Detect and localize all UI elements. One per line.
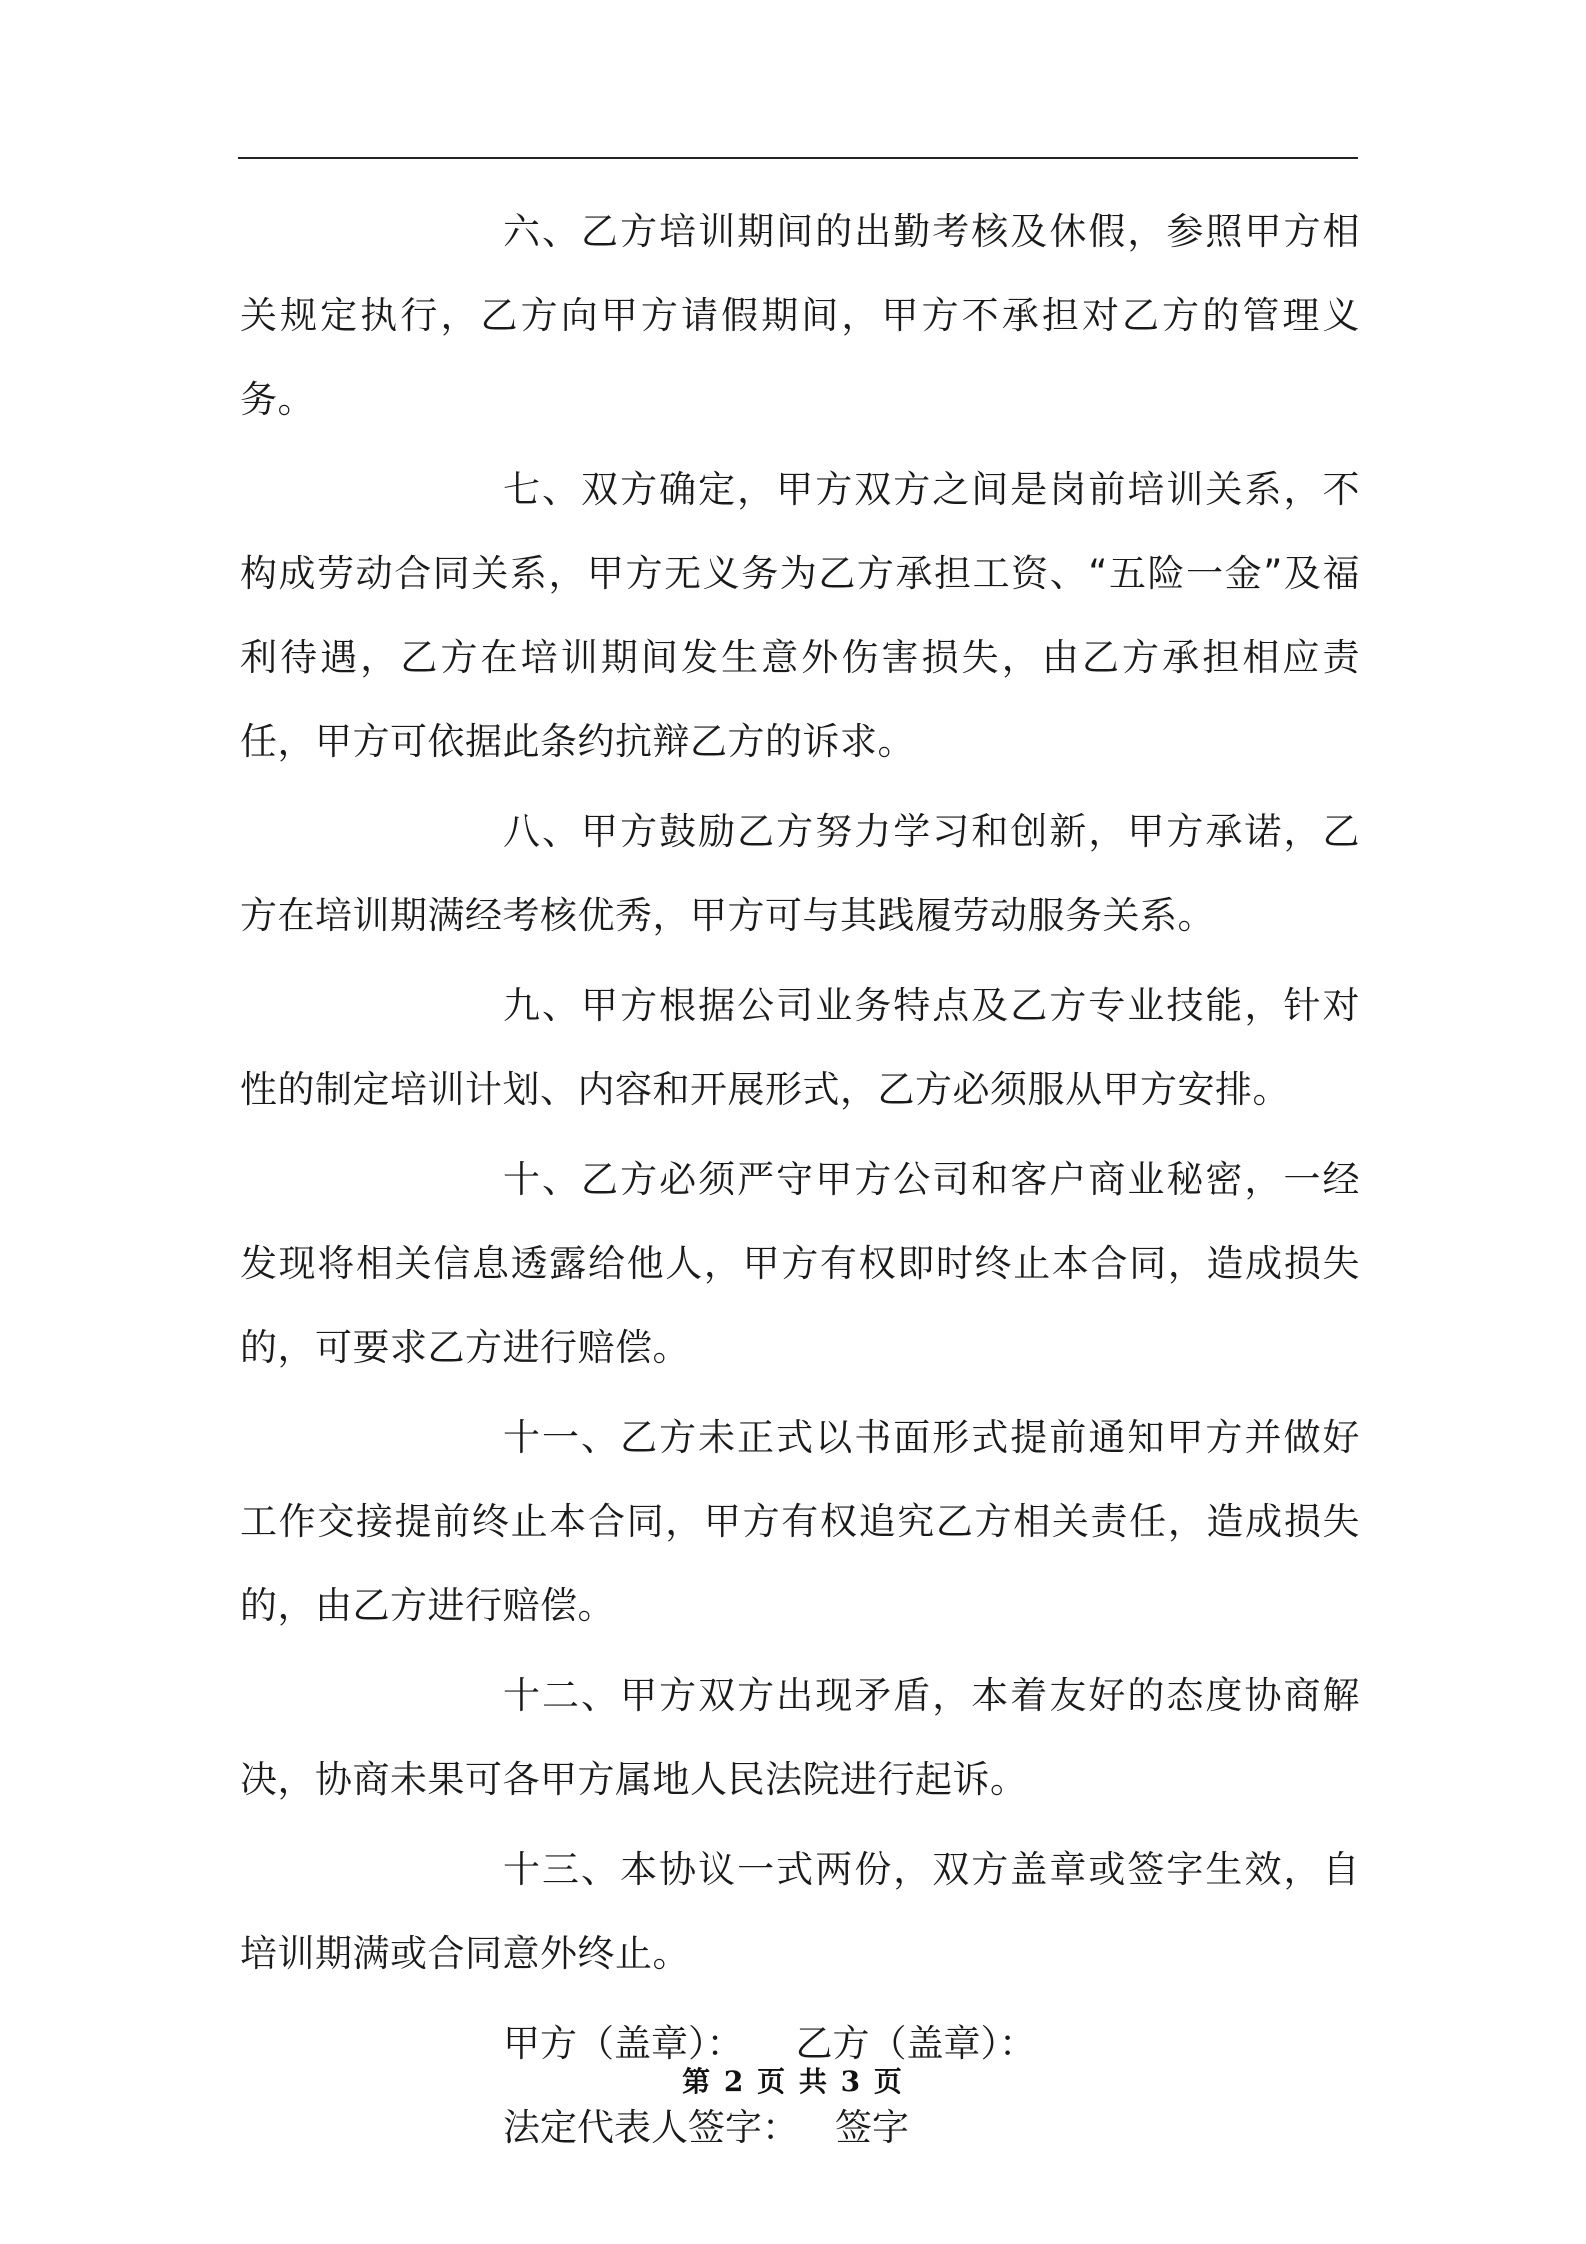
clause-13: 十三、本协议一式两份，双方盖章或签字生效，自培训期满或合同意外终止。 — [240, 1848, 1360, 1975]
document-body — [240, 190, 1360, 2170]
clause-12: 十二、甲方双方出现矛盾，本着友好的态度协商解决，协商未果可各甲方属地人民法院进行起诉。 — [240, 1674, 1360, 1801]
clause-11: 十一、乙方未正式以书面形式提前通知甲方并做好工作交接提前终止本合同，甲方有权追究乙方相关责任，造成损失的，由乙方进行赔偿。 — [240, 1416, 1360, 1627]
party-a-seal-label: 甲方（盖章）： — [503, 2022, 744, 2065]
clause-8: 八、甲方鼓励乙方努力学习和创新，甲方承诺，乙方在培训期满经考核优秀，甲方可与其践履劳动服务关系。 — [240, 810, 1360, 937]
clause-10: 十、乙方必须严守甲方公司和客户商业秘密，一经发现将相关信息透露给他人，甲方有权即时终止本合同，造成损失的，可要求乙方进行赔偿。 — [240, 1158, 1360, 1369]
page-indicator: 第 2 页 共 3 页 — [682, 2065, 904, 2098]
clause-7: 七、双方确定，甲方双方之间是岗前培训关系，不构成劳动合同关系，甲方无义务为乙方承担工资、“五险一金”及福利待遇，乙方在培训期间发生意外伤害损失，由乙方承担相应责任，甲方可依据此条约抗辩乙方的诉求。 — [240, 468, 1360, 763]
legal-rep-label: 法定代表人签字： — [503, 2106, 799, 2149]
header-rule — [238, 157, 1358, 159]
clause-6: 六、乙方培训期间的出勤考核及休假，参照甲方相关规定执行，乙方向甲方请假期间，甲方不承担对乙方的管理义务。 — [240, 210, 1360, 421]
party-b-seal-label: 乙方（盖章）： — [795, 2022, 1036, 2065]
sign-label: 签字 — [835, 2106, 909, 2149]
clause-9: 九、甲方根据公司业务特点及乙方专业技能，针对性的制定培训计划、内容和开展形式，乙方必须服从甲方安排。 — [240, 984, 1360, 1111]
